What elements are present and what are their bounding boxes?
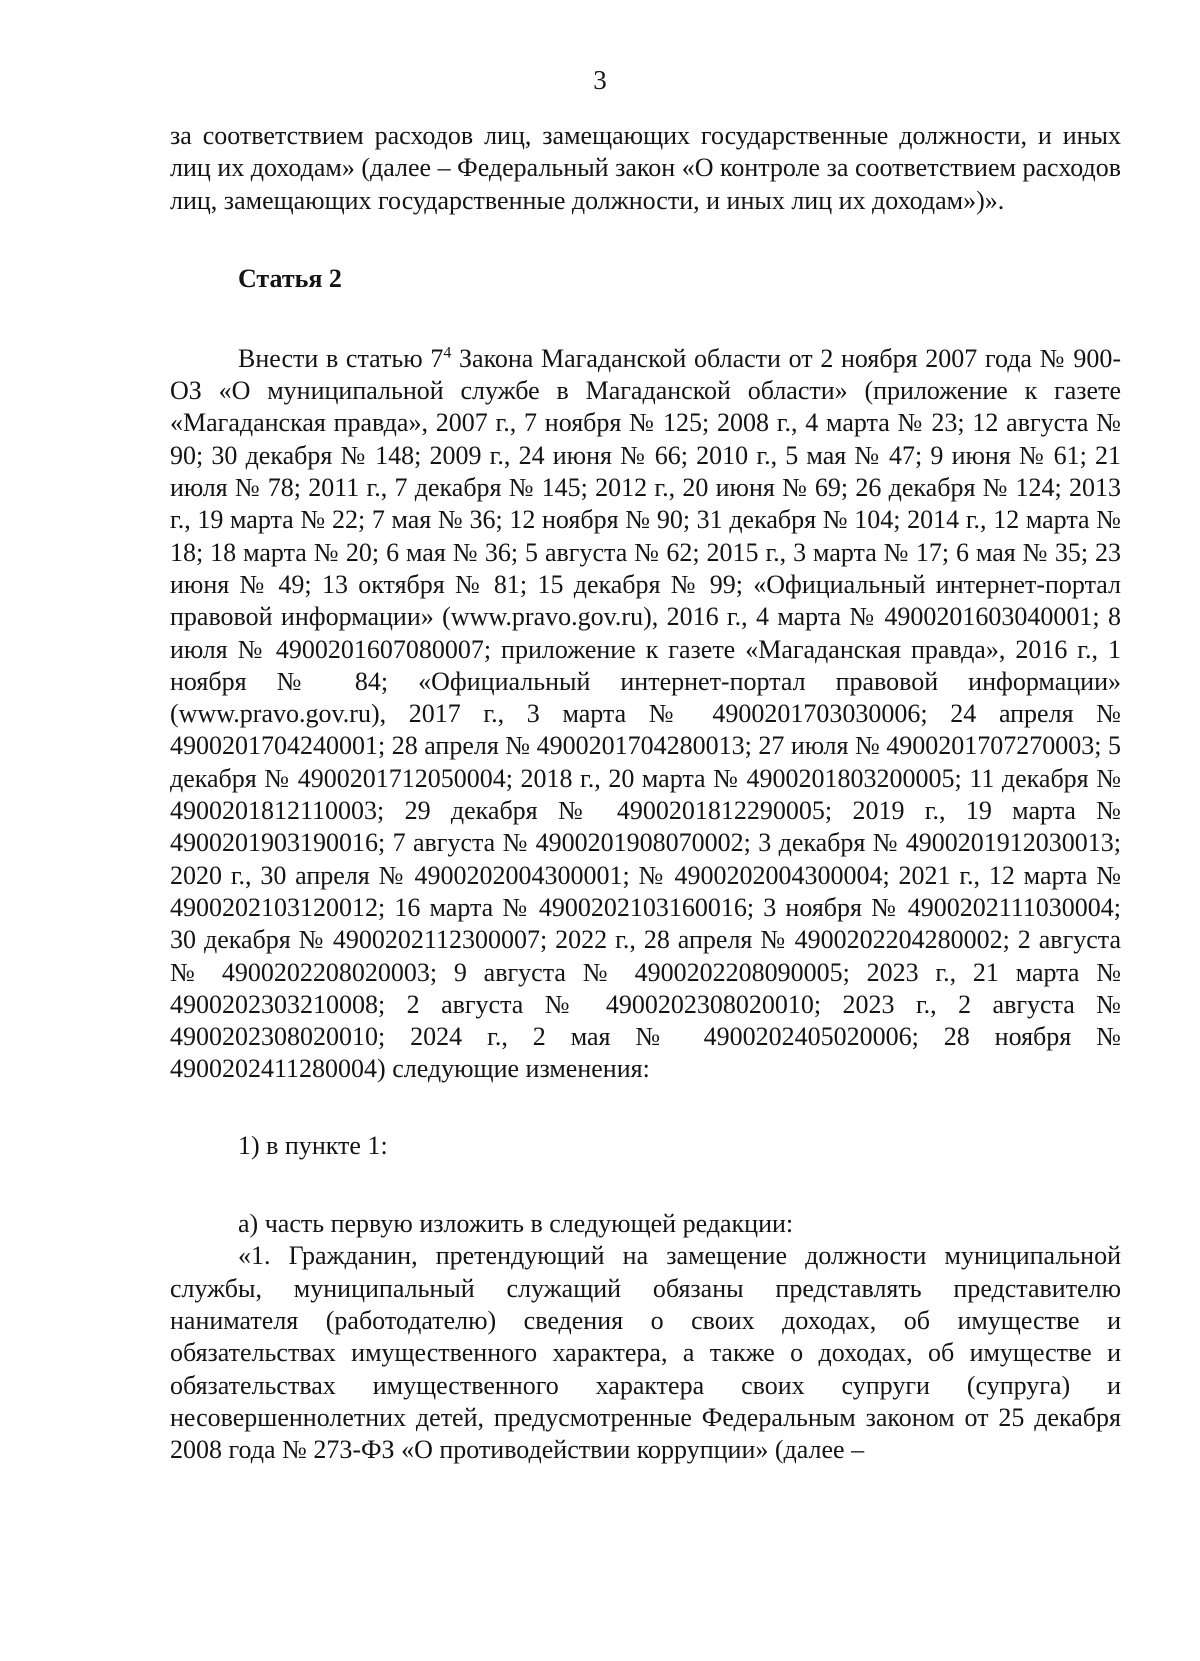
amendment-intro-rest: Закона Магаданской области от 2 ноября 2007 года № 900-ОЗ «О муниципальной службе в Магаданской области» (приложение к газете «Магаданская правда», 2007 г., 7 ноября № 125; 2008 г., 4 марта № 23; 12 августа № 90; 30 декабря № 148; 2009 г., 24 июня № 66; 2010 г., 5 мая № 47; 9 июня № 61; 21 июля № 78; 2011 г., 7 декабря № 145; 2012 г., 20 июня № 69; 26 декабря № 124; 2013 г., 19 марта № 22; 7 мая № 36; 12 ноября № 90; 31 декабря № 104; 2014 г., 12 марта № 18; 18 марта № 20; 6 мая № 36; 5 августа № 62; 2015 г., 3 марта № 17; 6 мая № 35; 23 июня № 49; 13 октября № 81; 15 декабря № 99; «Официальный интернет-портал правовой информации» (www.pravo.gov.ru), 2016 г., 4 марта № 4900201603040001; 8 июля № 4900201607080007; приложение к газете «Магаданская правда», 2016 г., 1 ноября № 84; «Официальный интернет-портал правовой информации» (www.pravo.gov.ru), 2017 г., 3 марта № 4900201703030006; 24 апреля № 4900201704240001; 28 апреля № 4900201704280013; 27 июля № 4900201707270003; 5 декабря № 4900201712050004; 2018 г., 20 марта № 4900201803200005; 11 декабря № 4900201812110003; 29 декабря № 4900201812290005; 2019 г., 19 марта № 4900201903190016; 7 августа № 4900201908070002; 3 декабря № 4900201912030013; 2020 г., 30 апреля № 4900202004300001; № 4900202004300004; 2021 г., 12 марта № 4900202103120012; 16 марта № 4900202103160016; 3 ноября № 4900202111030004; 30 декабря № 4900202112300007; 2022 г., 28 апреля № 4900202204280002; 2 августа № 4900202208020003; 9 августа № 4900202208090005; 2023 г., 21 марта № 4900202303210008; 2 августа № 4900202308020010; 2023 г., 2 августа № 4900202308020010; 2024 г., 2 мая № 4900202405020006; 28 ноября № 4900202411280004) следующие изменения: — [170, 343, 1121, 1084]
document-body — [170, 120, 1121, 1466]
quoted-text-paragraph: «1. Гражданин, претендующий на замещение должности муниципальной службы, муниципальный служащий обязаны представлять представителю нанимателя (работодателю) сведения о своих доходах, об имуществе и обязательствах имущественного характера, а также о доходах, об имуществе и обязательствах имущественного характера своих супруги (супруга) и несовершеннолетних детей, предусмотренные Федеральным законом от 25 декабря 2008 года № 273-ФЗ «О противодействии коррупции» (далее – — [170, 1241, 1121, 1465]
subitem-a-paragraph: а) часть первую изложить в следующей редакции: — [238, 1209, 794, 1239]
amendment-intro-start: Внести в статью 7 — [238, 343, 444, 373]
page-number: 3 — [593, 65, 607, 95]
continuation-paragraph: за соответствием расходов лиц, замещающих государственные должности, и иных лиц их доходам» (далее – Федеральный закон «О контроле за соответствием расходов лиц, замещающих государственные должности, и иных лиц их доходам»)». — [170, 121, 1121, 215]
amendment-intro-paragraph — [170, 343, 1121, 1086]
item-1-paragraph: 1) в пункте 1: — [238, 1130, 388, 1160]
article-number-superscript: 4 — [443, 344, 452, 362]
article-heading: Статья 2 — [238, 263, 342, 293]
